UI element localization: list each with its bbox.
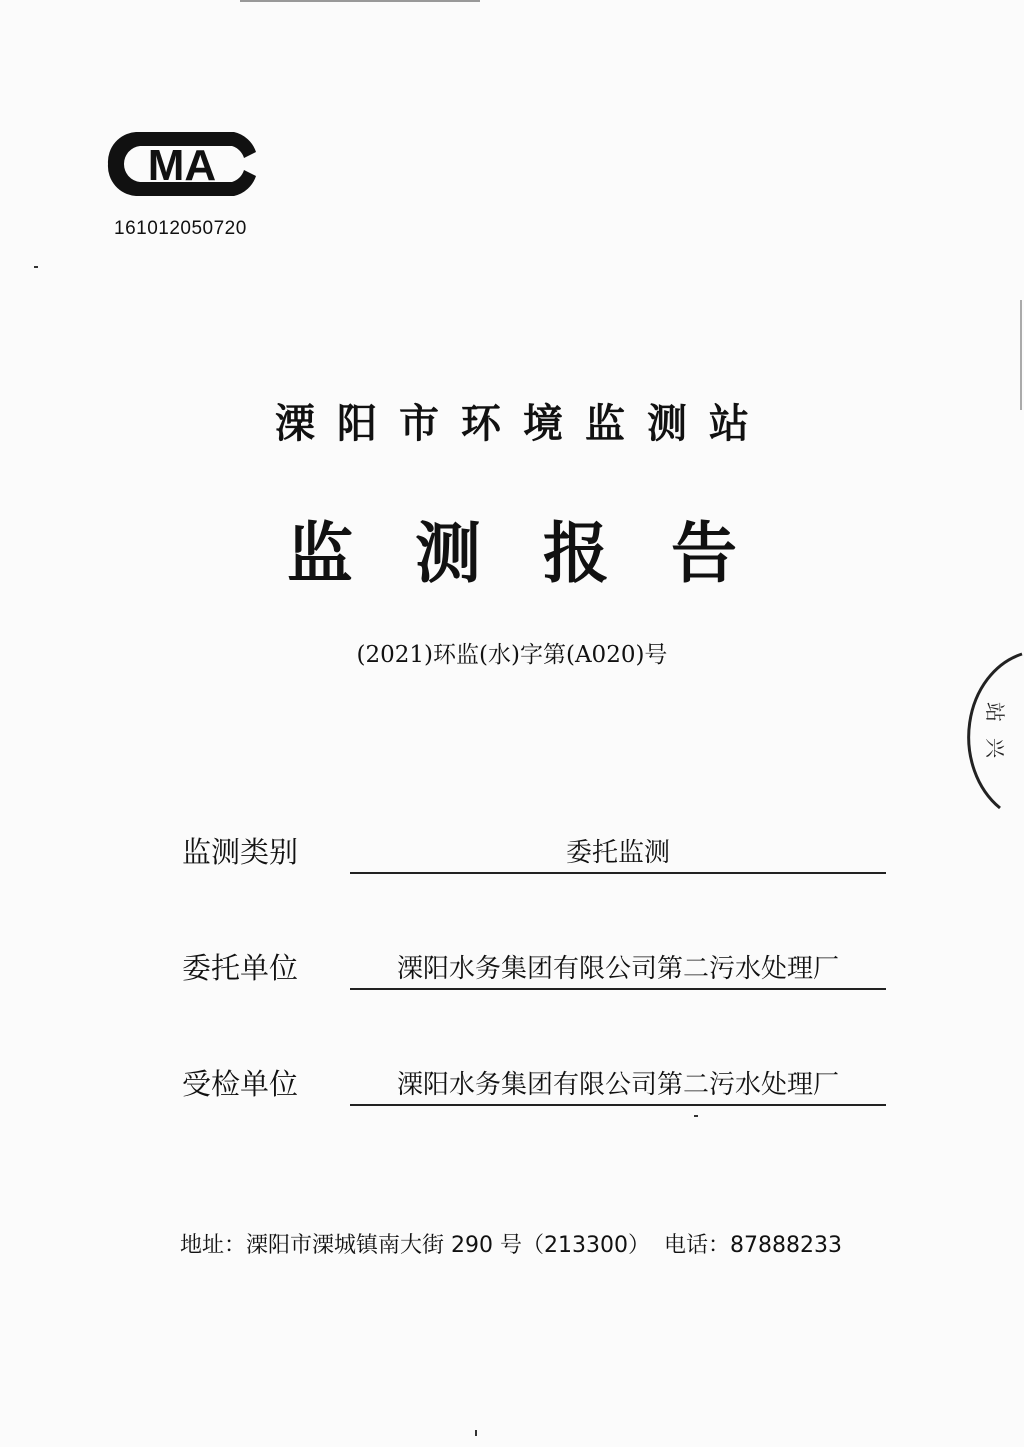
scan-speck: [475, 1430, 477, 1436]
underline: [350, 1104, 886, 1106]
field-value: 溧阳水务集团有限公司第二污水处理厂: [396, 954, 839, 984]
cma-certificate-number: 161012050720: [114, 218, 247, 239]
field-value: 溧阳水务集团有限公司第二污水处理厂: [396, 1070, 839, 1100]
scan-edge-mark: [1020, 300, 1022, 410]
field-label: 受检单位: [182, 1067, 299, 1101]
field-value: 委托监测: [565, 838, 670, 868]
phone-number: 87888233: [730, 1233, 842, 1258]
report-number: (2021)环监(水)字第(A020)号: [356, 642, 668, 668]
field-label: 监测类别: [182, 835, 299, 869]
svg-text:站: 站: [983, 702, 1007, 722]
svg-text:MA: MA: [147, 141, 217, 190]
footer-contact: [180, 1228, 842, 1259]
cma-logo: [106, 128, 258, 200]
underline: [350, 872, 886, 874]
scan-edge-mark: [240, 0, 480, 2]
scan-speck: [34, 266, 38, 268]
underline: [350, 988, 886, 990]
scan-speck: [694, 1115, 698, 1117]
field-commissioning-unit: [182, 946, 888, 992]
svg-text:兴: 兴: [983, 738, 1007, 758]
field-inspected-unit: [182, 1062, 888, 1108]
field-monitoring-category: [182, 830, 888, 876]
seal-stamp-fragment: [960, 650, 1024, 830]
phone-label: 电话：: [663, 1233, 730, 1258]
address-label: 地址：: [180, 1233, 247, 1258]
field-label: 委托单位: [182, 951, 299, 985]
report-title: 监测报告: [287, 514, 799, 592]
address-text: 溧阳市溧城镇南大街 290 号（213300）: [246, 1233, 650, 1258]
organization-title: 溧阳市环境监测站: [275, 400, 771, 447]
